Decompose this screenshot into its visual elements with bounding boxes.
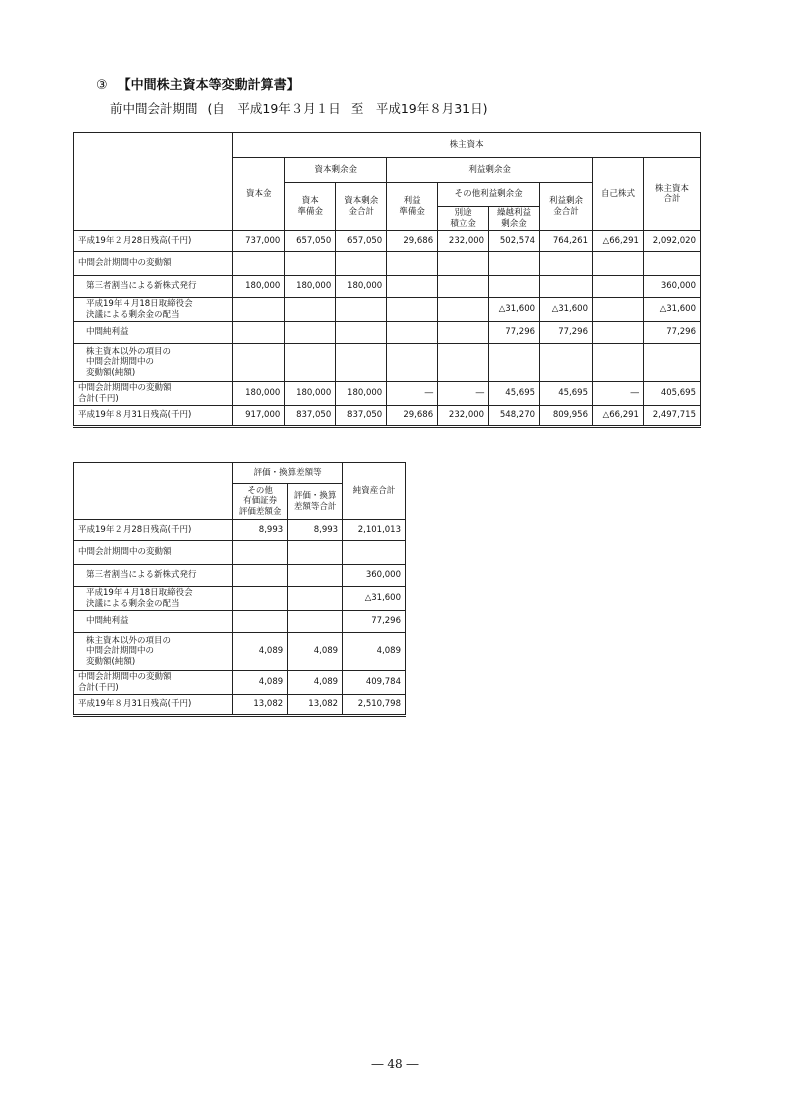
value-cell: 2,497,715 [643,406,700,427]
value-cell: ― [387,382,438,406]
value-cell: 360,000 [643,276,700,298]
value-cell: △66,291 [592,231,643,252]
table-row [74,231,701,252]
row-label: 平成19年８月31日残高(千円) [74,695,233,716]
value-cell: 13,082 [288,695,343,716]
value-cell: 77,296 [643,322,700,344]
value-cell: 405,695 [643,382,700,406]
value-cell [336,322,387,344]
value-cell [336,298,387,322]
value-cell [233,541,288,565]
value-cell [540,276,593,298]
value-cell: 809,956 [540,406,593,427]
value-cell: 657,050 [285,231,336,252]
row-label: 中間純利益 [74,611,233,633]
value-cell: 180,000 [336,382,387,406]
value-cell [288,587,343,611]
value-cell: 29,686 [387,406,438,427]
table-row [74,382,701,406]
value-cell [643,252,700,276]
value-cell [643,344,700,382]
value-cell [285,344,336,382]
capital-stock-header: 資本金 [233,158,285,231]
value-cell [489,344,540,382]
section-heading [96,74,300,93]
row-label: 株主資本以外の項目の 中間会計期間中の 変動額(純額) [74,344,233,382]
value-cell: 8,993 [233,520,288,541]
equity-total-header: 株主資本 合計 [643,158,700,231]
value-cell [233,587,288,611]
value-cell [540,252,593,276]
valuation-net-assets-body [74,520,406,716]
value-cell: 4,089 [233,671,288,695]
treasury-stock-header: 自己株式 [592,158,643,231]
value-cell [438,322,489,344]
value-cell [592,298,643,322]
value-cell: 409,784 [343,671,406,695]
value-cell [336,344,387,382]
value-cell [438,344,489,382]
shareholders-equity-body [74,231,701,427]
value-cell: 657,050 [336,231,387,252]
period-to: 至 平成19年８月31日) [350,101,488,116]
value-cell: ― [438,382,489,406]
shareholders-equity-header: 株主資本 [233,133,701,158]
page-number: ― 48 ― [371,1057,419,1071]
value-cell [592,322,643,344]
value-cell: 180,000 [285,382,336,406]
value-cell [233,298,285,322]
value-cell [387,322,438,344]
value-cell: △31,600 [643,298,700,322]
value-cell [285,252,336,276]
securities-valuation-header: その他 有価証券 評価差額金 [233,484,288,520]
row-label: 平成19年８月31日残高(千円) [74,406,233,427]
period-label: 前中間会計期間 [110,101,198,116]
value-cell [285,322,336,344]
carried-forward-header: 繰越利益 剰余金 [489,207,540,231]
value-cell: 360,000 [343,565,406,587]
row-label: 第三者割当による新株式発行 [74,276,233,298]
value-cell [489,252,540,276]
net-assets-header: 純資産合計 [343,463,406,520]
value-cell [285,298,336,322]
row-label: 平成19年２月28日残高(千円) [74,520,233,541]
table-row [74,587,406,611]
value-cell [592,276,643,298]
valuation-net-assets-table [73,462,406,717]
table-row [74,276,701,298]
value-cell [438,276,489,298]
value-cell [343,541,406,565]
special-reserve-header: 別途 積立金 [438,207,489,231]
value-cell: 502,574 [489,231,540,252]
value-cell: 4,089 [343,633,406,671]
value-cell [288,565,343,587]
section-number: ③ [96,78,108,93]
value-cell: ― [592,382,643,406]
table-row [74,611,406,633]
value-cell: 77,296 [489,322,540,344]
value-cell [233,252,285,276]
value-cell: 837,050 [336,406,387,427]
value-cell: 548,270 [489,406,540,427]
value-cell: 4,089 [288,633,343,671]
period-line [110,99,498,117]
value-cell [592,252,643,276]
table-row [74,252,701,276]
value-cell: 837,050 [285,406,336,427]
row-label: 平成19年４月18日取締役会 決議による剰余金の配当 [74,587,233,611]
table-row [74,695,406,716]
value-cell: 77,296 [343,611,406,633]
value-cell: 2,510,798 [343,695,406,716]
value-cell [592,344,643,382]
value-cell: 4,089 [233,633,288,671]
value-cell: 45,695 [489,382,540,406]
capital-surplus-header: 資本剰余金 [285,158,387,183]
value-cell: △66,291 [592,406,643,427]
capital-surplus-total-header: 資本剰余 金合計 [336,183,387,231]
value-cell: 232,000 [438,231,489,252]
value-cell [438,298,489,322]
valuation-header: 評価・換算差額等 [233,463,343,484]
table-row [74,565,406,587]
legal-reserve-header: 利益 準備金 [387,183,438,231]
value-cell: 13,082 [233,695,288,716]
value-cell: 77,296 [540,322,593,344]
value-cell: △31,600 [343,587,406,611]
value-cell: △31,600 [489,298,540,322]
value-cell [233,322,285,344]
value-cell: 180,000 [285,276,336,298]
table-row [74,671,406,695]
value-cell [387,298,438,322]
table-row [74,322,701,344]
row-label: 株主資本以外の項目の 中間会計期間中の 変動額(純額) [74,633,233,671]
capital-reserve-header: 資本 準備金 [285,183,336,231]
row-label: 平成19年４月18日取締役会 決議による剰余金の配当 [74,298,233,322]
value-cell: 917,000 [233,406,285,427]
retained-total-header: 利益剰余 金合計 [540,183,593,231]
value-cell: 2,101,013 [343,520,406,541]
row-label: 第三者割当による新株式発行 [74,565,233,587]
value-cell [387,344,438,382]
value-cell [288,541,343,565]
other-retained-header: その他利益剰余金 [438,183,540,207]
value-cell [489,276,540,298]
section-title: 【中間株主資本等変動計算書】 [117,78,300,93]
value-cell [233,565,288,587]
value-cell [336,252,387,276]
value-cell [233,611,288,633]
value-cell [540,344,593,382]
period-from: (自 平成19年３月１日 [207,101,341,116]
row-label-header [74,463,233,520]
value-cell: 8,993 [288,520,343,541]
row-label: 中間会計期間中の変動額 合計(千円) [74,382,233,406]
row-label: 中間純利益 [74,322,233,344]
value-cell: 232,000 [438,406,489,427]
value-cell: 4,089 [288,671,343,695]
row-label: 中間会計期間中の変動額 [74,541,233,565]
retained-earnings-header: 利益剰余金 [387,158,593,183]
value-cell: △31,600 [540,298,593,322]
table-row [74,406,701,427]
row-label: 中間会計期間中の変動額 [74,252,233,276]
value-cell: 2,092,020 [643,231,700,252]
value-cell [233,344,285,382]
value-cell: 29,686 [387,231,438,252]
value-cell [438,252,489,276]
table-row [74,520,406,541]
value-cell: 180,000 [336,276,387,298]
table-row [74,344,701,382]
value-cell: 180,000 [233,382,285,406]
table-row [74,633,406,671]
value-cell: 180,000 [233,276,285,298]
value-cell: 764,261 [540,231,593,252]
value-cell: 737,000 [233,231,285,252]
row-label: 平成19年２月28日残高(千円) [74,231,233,252]
table-row [74,298,701,322]
value-cell [288,611,343,633]
value-cell: 45,695 [540,382,593,406]
row-label: 中間会計期間中の変動額 合計(千円) [74,671,233,695]
shareholders-equity-table [73,132,701,428]
value-cell [387,252,438,276]
valuation-total-header: 評価・換算 差額等合計 [288,484,343,520]
row-label-header [74,133,233,231]
table-row [74,541,406,565]
value-cell [387,276,438,298]
